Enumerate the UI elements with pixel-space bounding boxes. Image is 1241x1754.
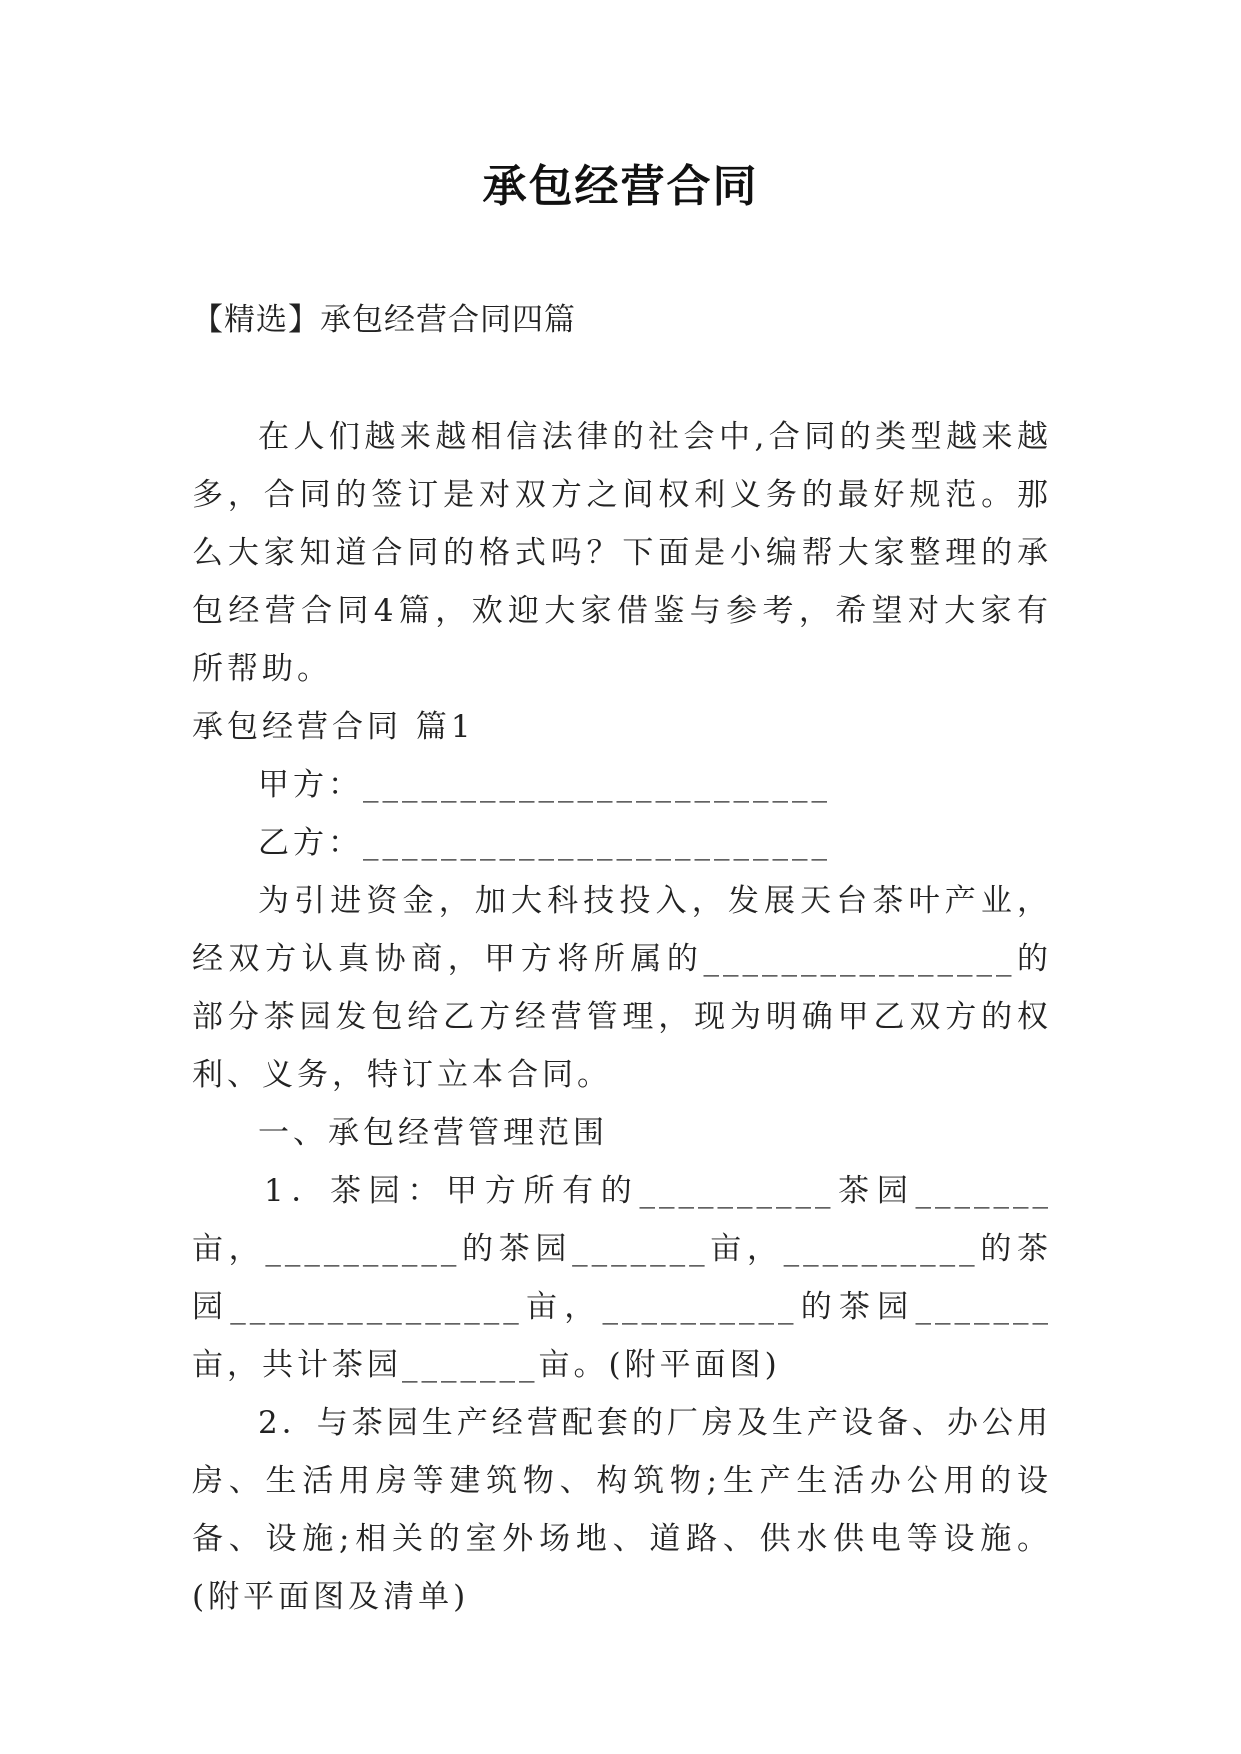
document-body <box>192 408 1052 1626</box>
clause-item-2: 2．与茶园生产经营配套的厂房及生产设备、办公用房、生活用房等建筑物、构筑物;生产生活办公用的设备、设施;相关的室外场地、道路、供水供电等设施。(附平面图及清单) <box>192 1405 1052 1615</box>
document-subtitle: 【精选】承包经营合同四篇 <box>192 302 576 338</box>
section-heading-part-1: 承包经营合同 篇1 <box>192 709 475 745</box>
party-b-line: 乙方：________________________ <box>258 825 831 861</box>
party-a-line: 甲方：________________________ <box>258 767 831 803</box>
document-title: 承包经营合同 <box>482 161 759 212</box>
preamble-paragraph: 为引进资金，加大科技投入，发展天台茶叶产业，经双方认真协商，甲方将所属的________________的部分茶园发包给乙方经营管理，现为明确甲乙双方的权利、义务，特订立本合同。 <box>192 883 1052 1093</box>
clause-heading-1: 一、承包经营管理范围 <box>258 1115 608 1151</box>
intro-paragraph: 在人们越来越相信法律的社会中,合同的类型越来越多，合同的签订是对双方之间权利义务的最好规范。那么大家知道合同的格式吗？下面是小编帮大家整理的承包经营合同4篇，欢迎大家借鉴与参考，希望对大家有所帮助。 <box>192 419 1052 687</box>
clause-item-1: 1．茶园：甲方所有的__________茶园_______亩，__________的茶园_______亩，__________的茶园_______________亩，__________的茶园_______亩，共计茶园_______亩。(附平面图) <box>192 1173 1052 1383</box>
